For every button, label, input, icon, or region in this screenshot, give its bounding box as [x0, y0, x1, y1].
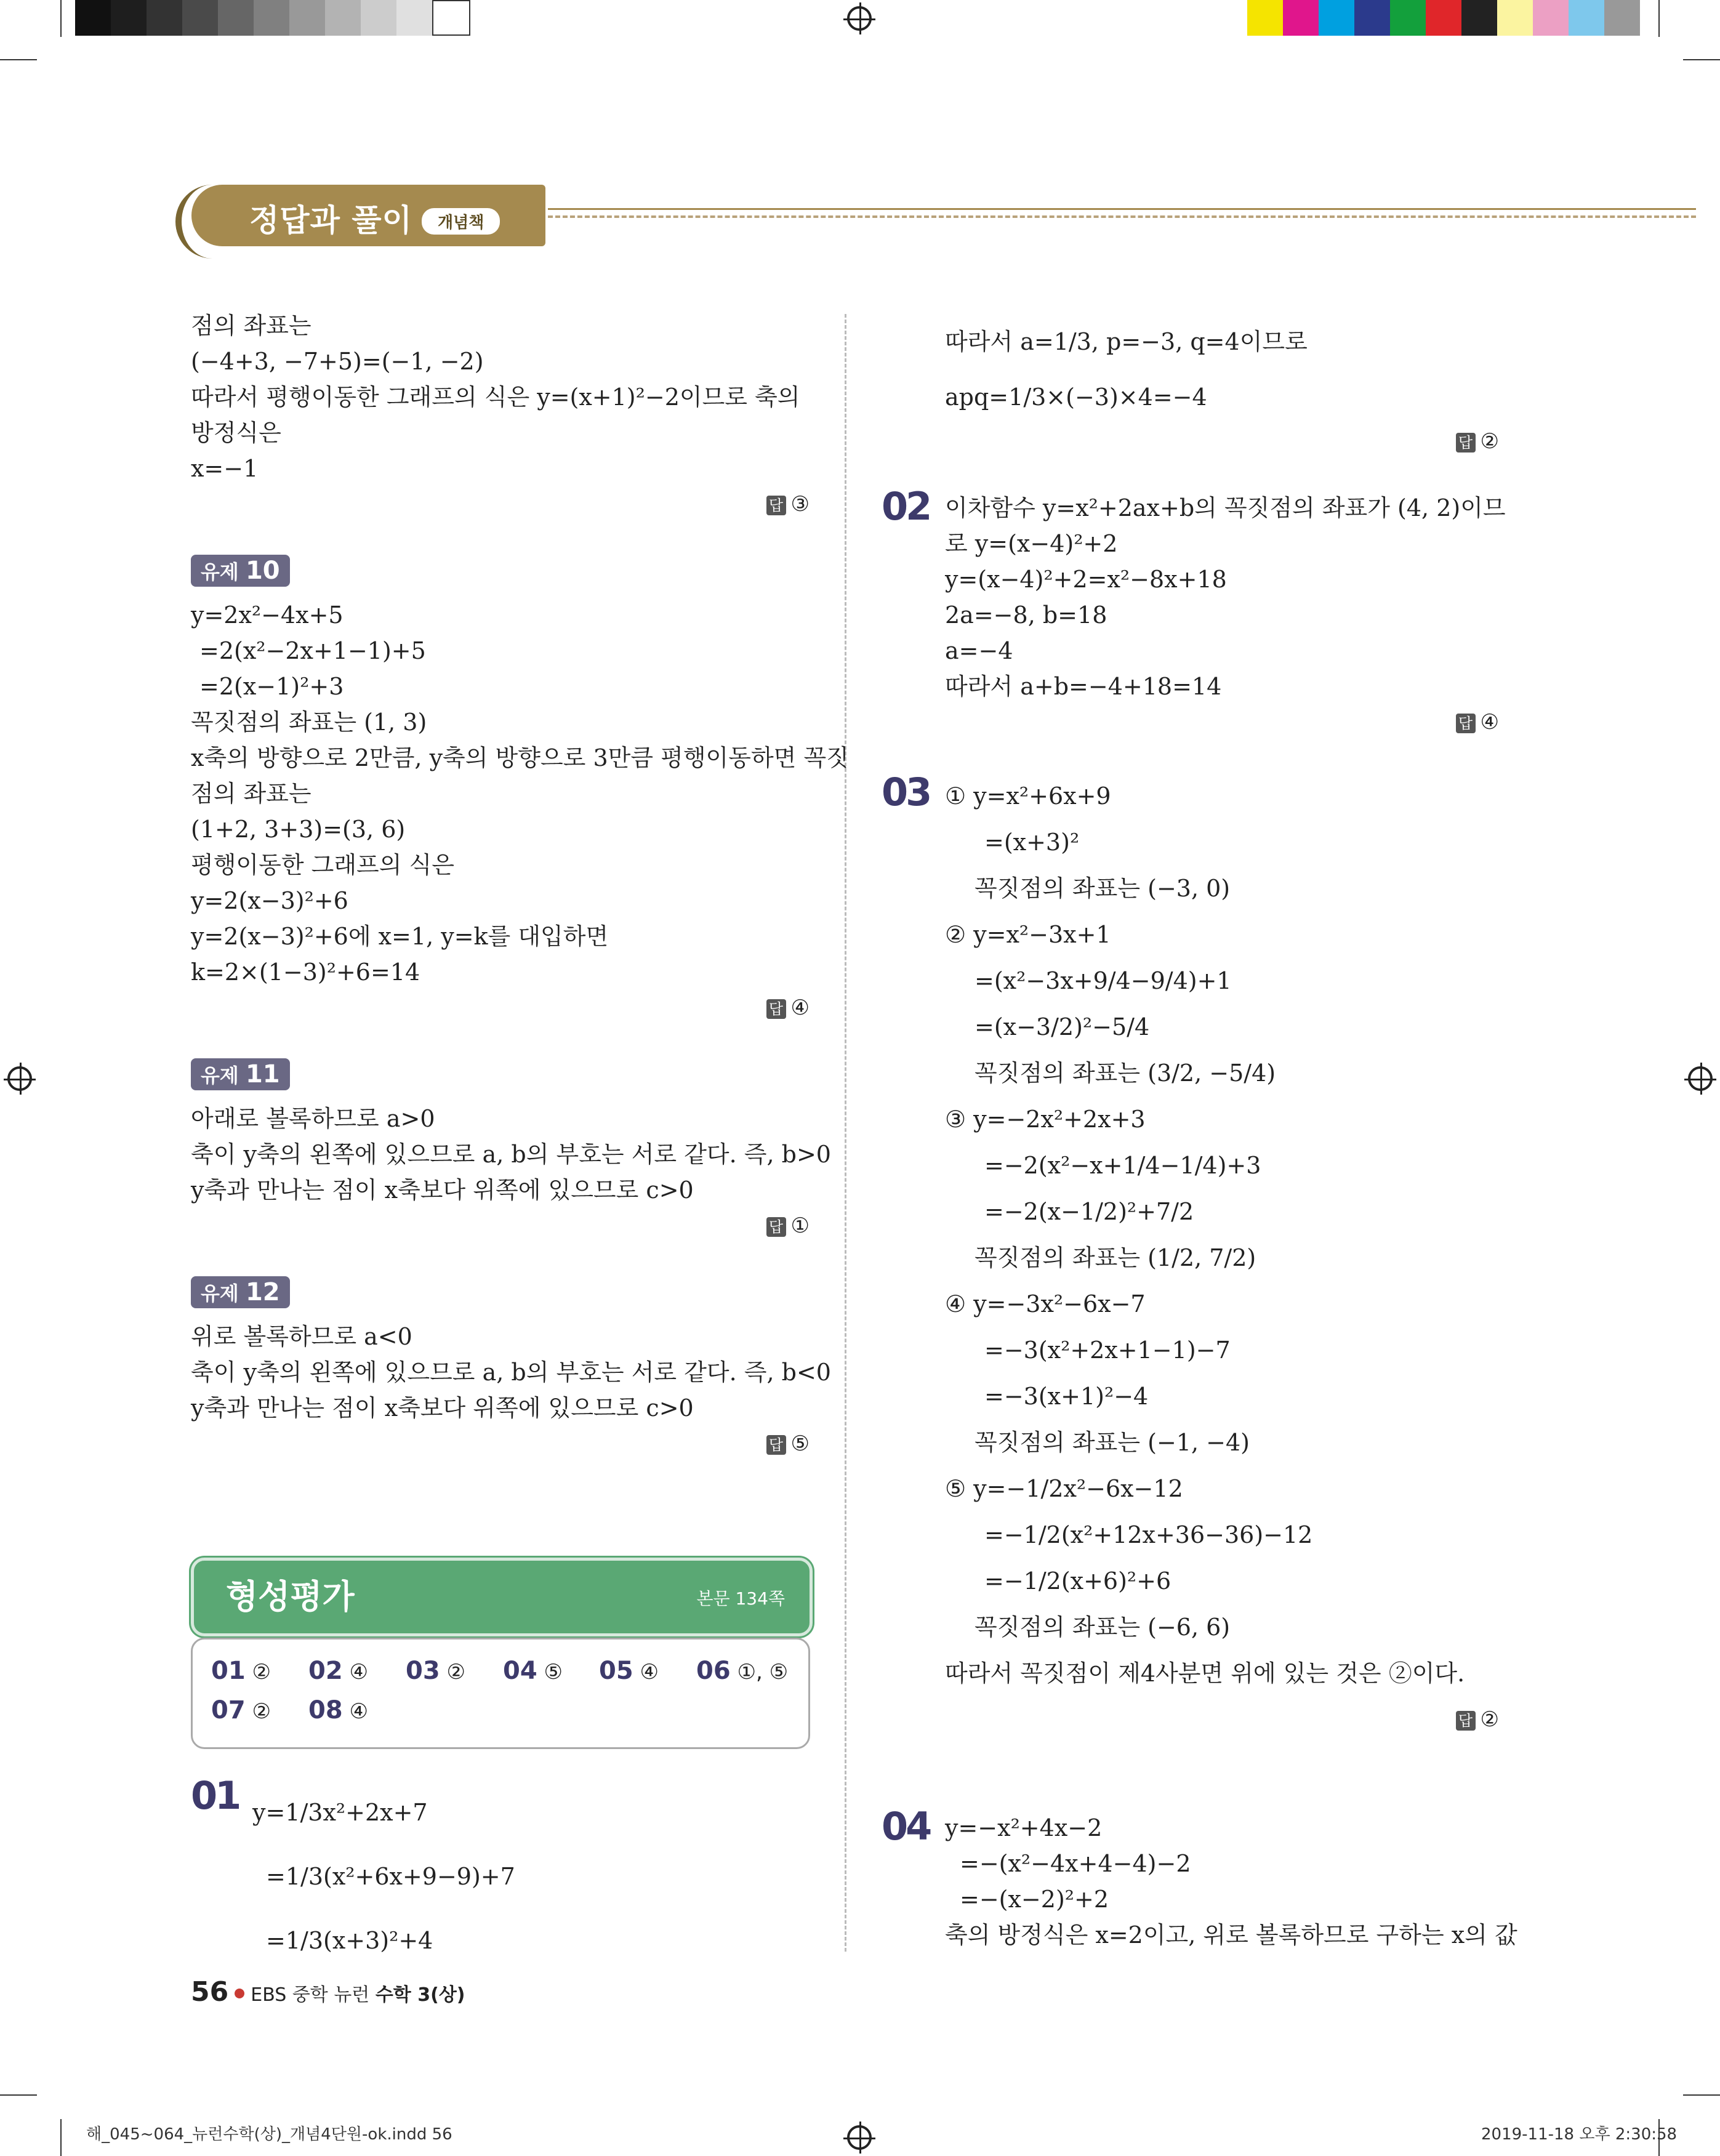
text-line: 2a=−8, b=18	[945, 601, 1107, 629]
q03-solution	[945, 773, 1499, 1743]
text-line: =−1/2(x²+12x+36−36)−12	[984, 1521, 1313, 1548]
text-line: =−(x²−4x+4−4)−2	[960, 1850, 1191, 1877]
text-line: =−1/2(x+6)²+6	[984, 1567, 1171, 1595]
text-line: ② y=x²−3x+1	[945, 921, 1111, 948]
eval-item: 02 ④	[308, 1657, 368, 1685]
text-line: y=−x²+4x−2	[945, 1814, 1103, 1841]
text-line: y축과 만나는 점이 x축보다 위쪽에 있으므로 c>0	[191, 1177, 694, 1204]
eval-page-ref: 본문 134쪽	[696, 1588, 785, 1609]
eval-item: 05 ④	[599, 1657, 659, 1685]
text-line: x=−1	[191, 455, 259, 482]
question-number: 02	[882, 484, 930, 529]
page-number: 56	[191, 1976, 229, 2008]
text-line: 점의 좌표는	[191, 780, 311, 807]
yuje-badge: 유제 11	[191, 1058, 290, 1090]
book-name: EBS 중학 뉴런	[251, 1984, 370, 2006]
registration-mark-left	[7, 1066, 32, 1091]
text-line: =(x−3/2)²−5/4	[975, 1013, 1150, 1040]
answer-icon: 답	[766, 999, 786, 1019]
text-line: y=2(x−3)²+6	[191, 887, 348, 914]
text-line: a=−4	[945, 637, 1013, 664]
answer-icon: 답	[766, 1435, 786, 1455]
page-footer	[191, 1976, 465, 2008]
eval-item: 08 ④	[308, 1696, 368, 1724]
text-line: y=2x²−4x+5	[191, 601, 344, 629]
text-line: 따라서 a=1/3, p=−3, q=4이므로	[945, 328, 1308, 355]
text-line: (−4+3, −7+5)=(−1, −2)	[191, 348, 484, 375]
text-line: 축이 y축의 왼쪽에 있으므로 a, b의 부호는 서로 같다. 즉, b<0	[191, 1359, 831, 1386]
text-line: =2(x−1)²+3	[199, 673, 344, 700]
answer-line: 답 ④	[945, 704, 1499, 740]
text-line: 꼭짓점의 좌표는 (1/2, 7/2)	[975, 1244, 1256, 1271]
text-line: k=2×(1−3)²+6=14	[191, 959, 420, 986]
text-line: =−2(x²−x+1/4−1/4)+3	[984, 1152, 1261, 1179]
text-line: ③ y=−2x²+2x+3	[945, 1106, 1146, 1133]
header-title: 정답과 풀이	[249, 203, 412, 238]
eval-item: 01 ②	[211, 1657, 271, 1685]
registration-mark-right	[1688, 1066, 1713, 1091]
question-number: 04	[882, 1804, 930, 1849]
column-divider	[845, 314, 846, 1952]
footer-dot-icon	[235, 1989, 244, 1998]
question-number: 03	[882, 770, 930, 815]
answer-line: 답 ⑤	[191, 1426, 810, 1462]
eval-title: 형성평가	[226, 1577, 355, 1616]
text-line: 방정식은	[191, 419, 281, 446]
yuje-badge: 유제 12	[191, 1276, 290, 1308]
q04-solution	[945, 1810, 1517, 1953]
text-line: 따라서 평행이동한 그래프의 식은 y=(x+1)²−2이므로 축의	[191, 384, 800, 411]
text-line: =(x²−3x+9/4−9/4)+1	[975, 967, 1232, 994]
question-number: 01	[191, 1773, 239, 1818]
answer-icon: 답	[766, 1217, 786, 1237]
answer-line: 답 ④	[191, 990, 810, 1026]
text-line: 로 y=(x−4)²+2	[945, 530, 1118, 557]
text-line: =2(x²−2x+1−1)+5	[199, 637, 426, 664]
q02-solution	[945, 490, 1506, 740]
text-line: =1/3(x²+6x+9−9)+7	[266, 1863, 515, 1890]
text-line: y=1/3x²+2x+7	[252, 1799, 428, 1826]
text-line: 축의 방정식은 x=2이고, 위로 볼록하므로 구하는 x의 값	[945, 1921, 1517, 1949]
text-line: 따라서 a+b=−4+18=14	[945, 673, 1222, 700]
eval-answers	[191, 1638, 810, 1749]
print-date-info: 2019-11-18 오후 2:30:58	[1481, 2125, 1678, 2144]
header-rule	[548, 208, 1696, 210]
answer-value: ③	[790, 492, 810, 517]
answer-line: 답 ②	[945, 424, 1499, 459]
eval-item: 03 ②	[406, 1657, 465, 1685]
eval-item: 07 ②	[211, 1696, 271, 1724]
text-line: =−3(x²+2x+1−1)−7	[984, 1337, 1231, 1364]
header-tag: 개념책	[422, 208, 500, 235]
text-line: 꼭짓점의 좌표는 (−6, 6)	[975, 1614, 1231, 1641]
subject-name: 수학 3(상)	[375, 1984, 465, 2006]
text-line: y축과 만나는 점이 x축보다 위쪽에 있으므로 c>0	[191, 1394, 694, 1422]
registration-mark-bottom	[847, 2125, 872, 2150]
text-line: 이차함수 y=x²+2ax+b의 꼭짓점의 좌표가 (4, 2)이므	[945, 494, 1506, 521]
text-line: 따라서 꼭짓점이 제4사분면 위에 있는 것은 ②이다.	[945, 1660, 1465, 1687]
answer-icon: 답	[766, 496, 786, 515]
right-top	[945, 314, 1499, 425]
text-line: =1/3(x+3)²+4	[266, 1927, 433, 1954]
eval-item: 04 ⑤	[503, 1657, 563, 1685]
section-header	[175, 185, 551, 252]
left-column	[191, 308, 849, 1462]
eval-header	[191, 1558, 813, 1636]
text-line: 꼭짓점의 좌표는 (3/2, −5/4)	[975, 1060, 1276, 1087]
text-line: ① y=x²+6x+9	[945, 782, 1111, 810]
print-file-info: 해_045~064_뉴런수학(상)_개념4단원-ok.indd 56	[86, 2125, 452, 2144]
answer-line	[191, 486, 810, 522]
registration-mark-top	[847, 6, 872, 31]
text-line: =−(x−2)²+2	[960, 1886, 1109, 1913]
answer-icon: 답	[1456, 433, 1476, 453]
text-line: =(x+3)²	[984, 829, 1080, 856]
text-line: 꼭짓점의 좌표는 (−3, 0)	[975, 875, 1231, 902]
text-line: apq=1/3×(−3)×4=−4	[945, 384, 1207, 411]
answer-line: 답 ①	[191, 1208, 810, 1244]
text-line: 축이 y축의 왼쪽에 있으므로 a, b의 부호는 서로 같다. 즉, b>0	[191, 1141, 831, 1168]
answer-line: 답 ②	[945, 1697, 1499, 1743]
text-line: y=2(x−3)²+6에 x=1, y=k를 대입하면	[191, 923, 609, 950]
text-line: =−3(x+1)²−4	[984, 1383, 1149, 1410]
text-line: 꼭짓점의 좌표는 (1, 3)	[191, 709, 427, 736]
text-line: x축의 방향으로 2만큼, y축의 방향으로 3만큼 평행이동하면 꼭짓	[191, 744, 849, 771]
text-line: 위로 볼록하므로 a<0	[191, 1323, 412, 1350]
text-line: y=(x−4)²+2=x²−8x+18	[945, 566, 1227, 593]
text-line: 꼭짓점의 좌표는 (−1, −4)	[975, 1429, 1250, 1456]
text-line: 아래로 볼록하므로 a>0	[191, 1105, 435, 1132]
answer-icon: 답	[1456, 1711, 1476, 1731]
text-line: 점의 좌표는	[191, 312, 311, 339]
text-line: (1+2, 3+3)=(3, 6)	[191, 816, 406, 843]
text-line: ⑤ y=−1/2x²−6x−12	[945, 1475, 1183, 1502]
eval-item: 06 ①, ⑤	[696, 1657, 789, 1685]
answer-icon: 답	[1456, 714, 1476, 733]
q01-solution	[252, 1780, 806, 1973]
text-line: ④ y=−3x²−6x−7	[945, 1290, 1146, 1317]
yuje-badge: 유제 10	[191, 555, 290, 587]
header-dashed-rule	[548, 215, 1696, 218]
text-line: 평행이동한 그래프의 식은	[191, 851, 454, 879]
text-line: =−2(x−1/2)²+7/2	[984, 1198, 1194, 1225]
